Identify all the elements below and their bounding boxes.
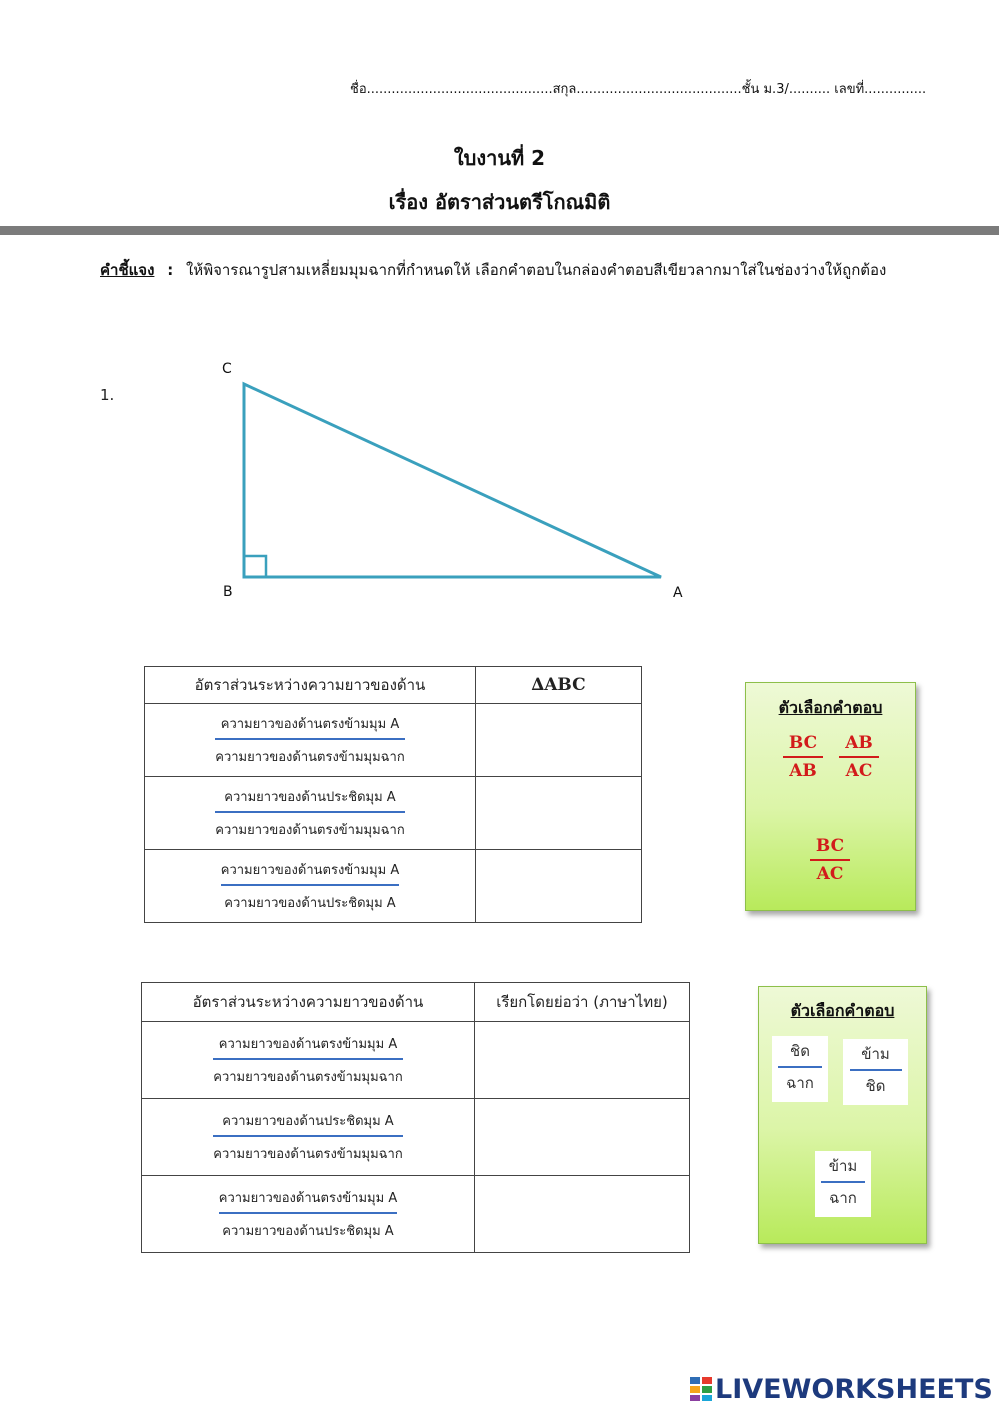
student-info-line: ชื่อ.............................................สกุล........................................ชั้น ม.3/.......... เลขที่............... (350, 82, 927, 97)
liveworksheets-logo-icon (690, 1377, 712, 1401)
instruction-text: ให้พิจารณารูปสามเหลี่ยมมุมฉากที่กำหนดให้ เลือกคำตอบในกล่องคำตอบสีเขียวลากมาใส่ในช่องว่างให้ถูกต้อง (185, 261, 887, 279)
answer-option-1-denominator: AB (789, 761, 817, 781)
answer-option-kham-chak[interactable] (815, 1151, 871, 1217)
table1-row3-denominator: ความยาวของด้านประชิดมุม A (224, 896, 396, 911)
table2-header-ratio: อัตราส่วนระหว่างความยาวของด้าน (142, 983, 475, 1022)
table1-row1-ratio (145, 704, 476, 777)
vertex-label-c: C (222, 361, 232, 377)
answer-option-chit-chak[interactable] (772, 1036, 828, 1102)
answer-box-1-title: ตัวเลือกคำตอบ (778, 698, 883, 717)
answer-option-ab-ac[interactable] (839, 733, 879, 781)
table2-row3-denominator: ความยาวของด้านประชิดมุม A (222, 1224, 394, 1239)
table2-row3-answer-slot[interactable] (475, 1176, 690, 1253)
answer-card-2-numerator: ข้าม (861, 1045, 890, 1063)
answer-option-2-numerator: AB (839, 733, 879, 758)
answer-option-3-denominator: AC (816, 864, 844, 884)
worksheet-number: ใบงานที่ 2 (453, 146, 546, 170)
answer-choices-box-2 (758, 986, 927, 1244)
table1-row1-denominator: ความยาวของด้านตรงข้ามมุมฉาก (215, 750, 405, 765)
liveworksheets-logo-text: LIVEWORKSHEETS (715, 1373, 993, 1405)
table1-header-ratio: อัตราส่วนระหว่างความยาวของด้าน (145, 667, 476, 704)
table1-row3-answer-slot[interactable] (476, 850, 642, 923)
table1-row1-numerator: ความยาวของด้านตรงข้ามมุม A (215, 713, 404, 740)
question-number: 1. (100, 386, 115, 404)
answer-option-1-numerator: BC (783, 733, 823, 758)
worksheet-topic: เรื่อง อัตราส่วนตรีโกณมิติ (388, 190, 611, 214)
answer-option-2-denominator: AC (845, 761, 873, 781)
answer-option-bc-ab[interactable] (783, 733, 823, 781)
table2-row2-ratio (142, 1099, 475, 1176)
answer-card-1-denominator: ฉาก (786, 1074, 814, 1092)
answer-box-2-title: ตัวเลือกคำตอบ (790, 1001, 895, 1020)
right-triangle-diagram (0, 0, 999, 640)
answer-choices-box-1 (745, 682, 916, 911)
table1-row2-numerator: ความยาวของด้านประชิดมุม A (215, 786, 404, 813)
instruction-colon: : (167, 261, 174, 279)
right-angle-marker (244, 556, 266, 577)
answer-option-bc-ac[interactable] (810, 836, 850, 884)
table1-row2-ratio (145, 777, 476, 850)
table2-row1-numerator: ความยาวของด้านตรงข้ามมุม A (213, 1033, 402, 1060)
table2-row2-denominator: ความยาวของด้านตรงข้ามมุมฉาก (213, 1147, 403, 1162)
answer-option-3-numerator: BC (810, 836, 850, 861)
table1-row3-ratio (145, 850, 476, 923)
answer-card-3-numerator: ข้าม (828, 1157, 858, 1175)
ratio-table-2 (141, 982, 690, 1253)
table1-row2-denominator: ความยาวของด้านตรงข้ามมุมฉาก (215, 823, 405, 838)
answer-card-1-numerator: ชิด (790, 1042, 810, 1060)
table2-row3-ratio (142, 1176, 475, 1253)
table2-row1-answer-slot[interactable] (475, 1022, 690, 1099)
table2-row1-ratio (142, 1022, 475, 1099)
table2-row2-numerator: ความยาวของด้านประชิดมุม A (213, 1110, 402, 1137)
triangle-abc (244, 384, 661, 577)
ratio-table-1 (144, 666, 642, 923)
answer-option-kham-chit[interactable] (843, 1039, 908, 1105)
table2-header-abbrev: เรียกโดยย่อว่า (ภาษาไทย) (475, 983, 690, 1022)
answer-card-3-denominator: ฉาก (829, 1189, 857, 1207)
vertex-label-b: B (223, 584, 233, 600)
table1-row1-answer-slot[interactable] (476, 704, 642, 777)
instruction-label: คำชี้แจง (100, 261, 155, 279)
table1-header-triangle: ∆ABC (476, 667, 642, 704)
answer-card-2-denominator: ชิด (865, 1077, 886, 1095)
table1-row2-answer-slot[interactable] (476, 777, 642, 850)
table2-row3-numerator: ความยาวของด้านตรงข้ามมุม A (219, 1187, 397, 1214)
table1-row3-numerator: ความยาวของด้านตรงข้ามมุม A (221, 859, 399, 886)
vertex-label-a: A (673, 585, 683, 601)
table2-row2-answer-slot[interactable] (475, 1099, 690, 1176)
table2-row1-denominator: ความยาวของด้านตรงข้ามมุมฉาก (213, 1070, 403, 1085)
liveworksheets-logo (690, 1372, 993, 1406)
